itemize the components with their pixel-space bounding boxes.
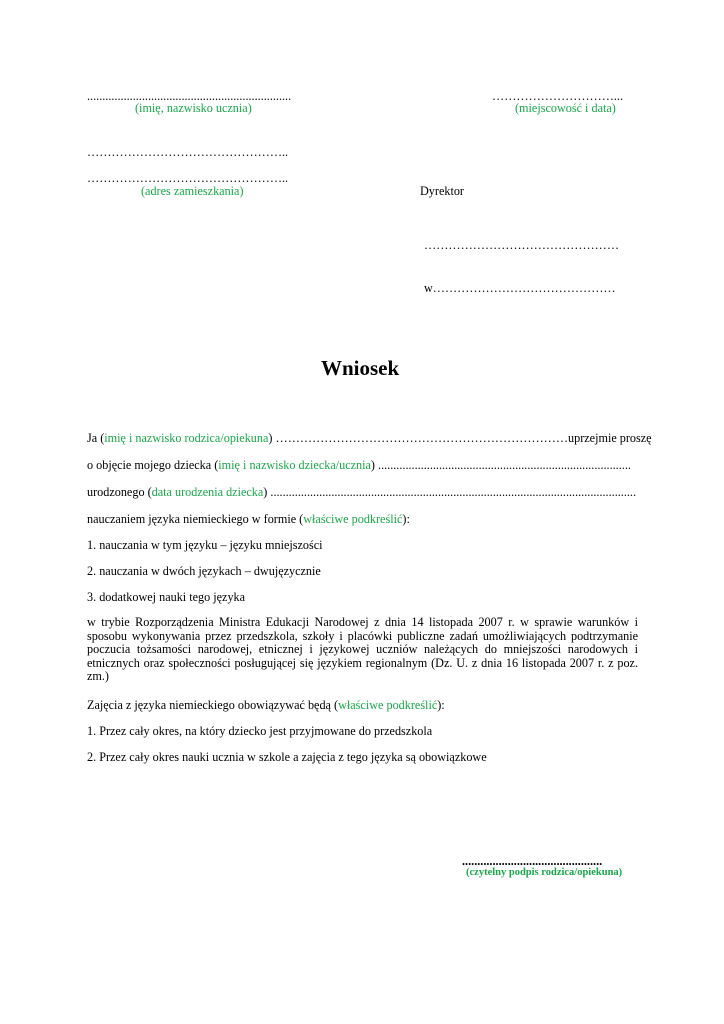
classes-line-suffix: ): bbox=[437, 698, 445, 712]
child-name-line bbox=[87, 459, 631, 472]
signature-label: (czytelny podpis rodzica/opiekuna) bbox=[466, 867, 623, 878]
parent-line-prefix: Ja ( bbox=[87, 431, 105, 445]
birth-line-prefix: urodzonego ( bbox=[87, 485, 152, 499]
teaching-form-line bbox=[87, 513, 410, 526]
birth-line-suffix: ) ........................................................................................................................ bbox=[263, 485, 637, 499]
classes-option-2: 2. Przez cały okres nauki ucznia w szkole a zajęcia z tego języka są obowiązkowe bbox=[87, 750, 487, 764]
classes-line-prefix: Zajęcia z języka niemieckiego obowiązywać będą ( bbox=[87, 698, 339, 712]
classes-line bbox=[87, 699, 445, 712]
director-label: Dyrektor bbox=[420, 184, 464, 198]
birth-date-hint: data urodzenia dziecka bbox=[151, 485, 264, 499]
parent-name-line bbox=[87, 432, 652, 445]
director-w-dots: w……………………………………… bbox=[424, 281, 616, 295]
child-line-prefix: o objęcie mojego dziecka ( bbox=[87, 458, 219, 472]
name-label: (imię, nazwisko ucznia) bbox=[135, 101, 252, 115]
teaching-line-suffix: ): bbox=[402, 512, 410, 526]
child-name-hint: imię i nazwisko dziecka/ucznia bbox=[218, 458, 371, 472]
underline-hint: właściwe podkreślić bbox=[303, 512, 403, 526]
classes-underline-hint: właściwe podkreślić bbox=[338, 698, 438, 712]
parent-line-suffix: ) ………………………………………………………………uprzejmie proszę bbox=[268, 431, 652, 445]
place-dots: …………………………... bbox=[492, 89, 624, 103]
document-title: Wniosek bbox=[321, 356, 400, 380]
option-3: 3. dodatkowej nauki tego języka bbox=[87, 590, 246, 604]
teaching-line-prefix: nauczaniem języka niemieckiego w formie ( bbox=[87, 512, 304, 526]
option-2: 2. nauczania w dwóch językach – dwujęzycznie bbox=[87, 564, 321, 578]
director-dots: ………………………………………… bbox=[424, 238, 619, 252]
birth-date-line bbox=[87, 486, 636, 499]
option-1: 1. nauczania w tym języku – języku mniejszości bbox=[87, 538, 323, 552]
address-label: (adres zamieszkania) bbox=[141, 184, 244, 198]
child-line-suffix: ) ................................................................................... bbox=[370, 458, 631, 472]
regulation-paragraph: w trybie Rozporządzenia Ministra Edukacji Narodowej z dnia 14 listopada 2007 r. w sprawie warunków i sposobu wykonywania przez przedszkola, szkoły i placówki publiczne zadań umożliwiających podtrzymanie poczucia tożsamości narodowej, etnicznej i językowej uczniów należących do mniejszości narodowych i etnicznych oraz społeczności posługującej się językiem regionalnym (Dz. U. z dnia 16 listopada 2007 r. z poz. zm.) bbox=[87, 615, 638, 683]
classes-option-1: 1. Przez cały okres, na który dziecko jest przyjmowane do przedszkola bbox=[87, 724, 433, 738]
parent-name-hint: imię i nazwisko rodzica/opiekuna bbox=[104, 431, 269, 445]
place-date-label: (miejscowość i data) bbox=[515, 101, 616, 115]
name-dots: ................................................................... bbox=[87, 89, 292, 103]
address-dots-2: ………………………………………….. bbox=[87, 171, 289, 185]
address-dots-1: ………………………………………….. bbox=[87, 145, 289, 159]
signature-dots: .............................................. bbox=[462, 854, 603, 868]
